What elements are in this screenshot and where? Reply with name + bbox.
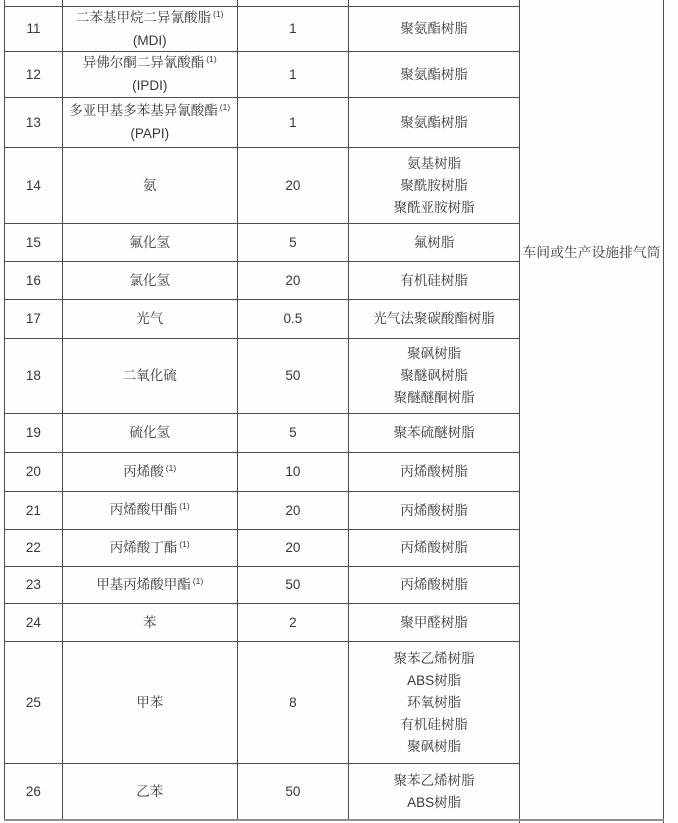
pollutant-name-cell [63,300,238,338]
resin-types-cell [349,414,520,452]
row-number-cell: 17 [5,300,63,338]
emission-limit-cell: 2 [238,604,350,641]
pollutant-name-line: (PAPI) [130,126,170,141]
pollutant-name-line: 二苯基甲烷二异氰酸脂 $^{(1)}$ [76,8,224,25]
pollutant-name-line: 异佛尔酮二异氰酸酯 $^{(1)}$ [82,54,217,70]
pollutant-name-cell [63,453,238,491]
resin-type-line: 环氧树脂 [407,694,462,710]
pollutant-name-cell [63,604,238,641]
table-row [5,414,520,453]
table-row [5,530,520,567]
resin-types-cell [349,530,520,566]
pollutant-name-line: 甲基丙烯酸甲酯 $^{(1)}$ [96,575,204,592]
pollutant-name-cell [63,414,238,452]
emission-limit-cell: 20 [238,262,350,299]
outlet-label: 车间或生产设施排气筒 [522,245,661,260]
resin-type-line: 聚氨酯树脂 [400,66,468,82]
resin-type-line: 聚酰胺树脂 [400,177,468,193]
resin-type-line: 聚甲醛树脂 [400,614,468,630]
emission-limit-cell: 8 [238,642,350,763]
resin-types-cell [349,300,520,338]
table-bottom-cut-line [4,819,664,821]
resin-type-line: 丙烯酸树脂 [400,540,468,555]
emission-limit-cell: 1 [238,98,350,147]
resin-types-cell [349,98,520,147]
empty-cell [63,0,238,6]
resin-types-cell [349,262,520,299]
pollutant-name-cell [63,7,238,51]
table-row [5,224,520,262]
resin-type-line: 光气法聚碳酸酯树脂 [373,311,495,326]
pollutant-name-cell [63,530,238,566]
pollutant-name-line: 甲苯 [136,694,164,710]
table-row [5,52,520,98]
emission-limit-cell: 50 [238,567,350,603]
pollutant-name-line: 光气 [136,311,164,326]
resin-types-cell [349,224,520,261]
resin-types-cell [349,642,520,763]
resin-type-line: 聚醚砜树脂 [400,368,468,383]
resin-type-line: 有机硅树脂 [400,272,468,288]
pollutant-name-line: (MDI) [132,32,167,48]
pollutant-name-cell [63,642,238,763]
row-number-cell: 26 [5,764,63,819]
emission-limit-cell: 20 [238,492,350,529]
row-number-cell: 14 [5,148,63,223]
resin-type-line: 聚砜树脂 [407,738,462,754]
emission-limit-cell: 5 [238,414,350,452]
table-row [5,262,520,300]
pollutant-name-line: 丙烯酸 $^{(1)}$ [123,462,177,479]
empty-cell [349,0,520,6]
row-number-cell: 25 [5,642,63,763]
emission-limit-cell: 5 [238,224,350,261]
pollutant-name-line: 丙烯酸甲酯 $^{(1)}$ [109,501,190,517]
row-number-cell: 21 [5,492,63,529]
empty-cell [5,0,63,6]
footnote-superscript: (1) [219,102,231,112]
footnote-superscript: (1) [206,54,217,64]
pollutant-name-cell [63,224,238,261]
resin-types-cell [349,453,520,491]
emission-limit-cell: 1 [238,7,350,51]
row-number-cell: 11 [5,7,63,51]
resin-types-cell [349,567,520,603]
row-number-cell: 15 [5,224,63,261]
pollutant-name-line: 氯化氢 [129,272,170,288]
resin-type-line: 丙烯酸树脂 [400,577,468,592]
emission-limit-cell: 20 [238,148,350,223]
pollutant-name-line: 氨 [142,177,157,193]
pollutant-name-cell [63,52,238,97]
table-row [5,339,520,414]
resin-type-line: 聚酰亚胺树脂 [393,199,475,215]
table-row [5,604,520,642]
row-number-cell: 12 [5,52,63,97]
emission-limit-cell: 50 [238,339,350,413]
pollutant-name-line: 多亚甲基多苯基异氰酸酯 $^{(1)}$ [69,102,231,118]
pollutant-name-cell [63,339,238,413]
resin-type-line: ABS树脂 [407,672,462,688]
table-row [5,642,520,764]
table-row [5,567,520,604]
resin-type-line: 聚砜树脂 [407,346,462,361]
table-row [5,764,520,820]
pollutant-table-body [4,0,520,820]
row-number-cell: 16 [5,262,63,299]
table-row [5,492,520,530]
pollutant-name-cell [63,567,238,603]
footnote-superscript: (1) [179,501,190,511]
empty-cell [238,0,350,6]
resin-type-line: 聚苯硫醚树脂 [393,425,475,440]
pollutant-name-cell [63,98,238,147]
resin-type-line: 聚苯乙烯树脂 [393,772,475,788]
resin-types-cell [349,339,520,413]
pollutant-name-cell [63,764,238,819]
emission-limit-cell: 20 [238,530,350,566]
pollutant-name-line: 丙烯酸丁酯 $^{(1)}$ [109,538,190,555]
footnote-superscript: (1) [179,538,190,549]
resin-type-line: 聚氨酯树脂 [400,21,468,36]
emission-limit-cell: 0.5 [238,300,350,338]
pollutant-name-line: 氟化氢 [129,234,170,250]
table-row [5,7,520,52]
resin-types-cell [349,492,520,529]
resin-type-line: 氨基树脂 [407,155,462,171]
emission-limit-cell: 50 [238,764,350,819]
resin-types-cell [349,764,520,819]
resin-types-cell [349,52,520,97]
row-number-cell: 24 [5,604,63,641]
resin-type-line: 丙烯酸树脂 [400,502,468,518]
pollutant-name-line: 苯 [142,614,157,630]
pollutant-name-line: 硫化氢 [129,425,170,440]
row-number-cell: 22 [5,530,63,566]
row-number-cell: 23 [5,567,63,603]
pollutant-name-cell [63,492,238,529]
row-number-cell: 13 [5,98,63,147]
table-row [5,98,520,148]
table-row [5,148,520,224]
pollutant-name-line: (IPDI) [132,78,168,93]
resin-type-line: ABS树脂 [407,794,462,810]
emission-limit-cell: 10 [238,453,350,491]
table-row [5,300,520,339]
resin-type-line: 聚氨酯树脂 [400,114,468,130]
footnote-superscript: (1) [213,8,224,19]
table-row-partial [5,0,520,7]
row-number-cell: 18 [5,339,63,413]
pollutant-name-line: 乙苯 [136,783,164,799]
footnote-superscript: (1) [165,462,177,473]
resin-type-line: 丙烯酸树脂 [400,464,468,479]
pollutant-name-cell [63,262,238,299]
pollutant-name-cell [63,148,238,223]
emission-limit-cell: 1 [238,52,350,97]
resin-types-cell [349,604,520,641]
resin-types-cell [349,148,520,223]
resin-type-line: 有机硅树脂 [400,716,468,732]
row-number-cell: 19 [5,414,63,452]
resin-type-line: 聚苯乙烯树脂 [393,650,475,666]
resin-types-cell [349,7,520,51]
pollutant-name-line: 二氧化硫 [122,368,177,383]
resin-type-line: 氟树脂 [413,234,455,250]
row-number-cell: 20 [5,453,63,491]
table-row [5,453,520,492]
footnote-superscript: (1) [192,575,204,586]
resin-type-line: 聚醚醚酮树脂 [393,390,475,405]
outlet-column [519,0,664,823]
